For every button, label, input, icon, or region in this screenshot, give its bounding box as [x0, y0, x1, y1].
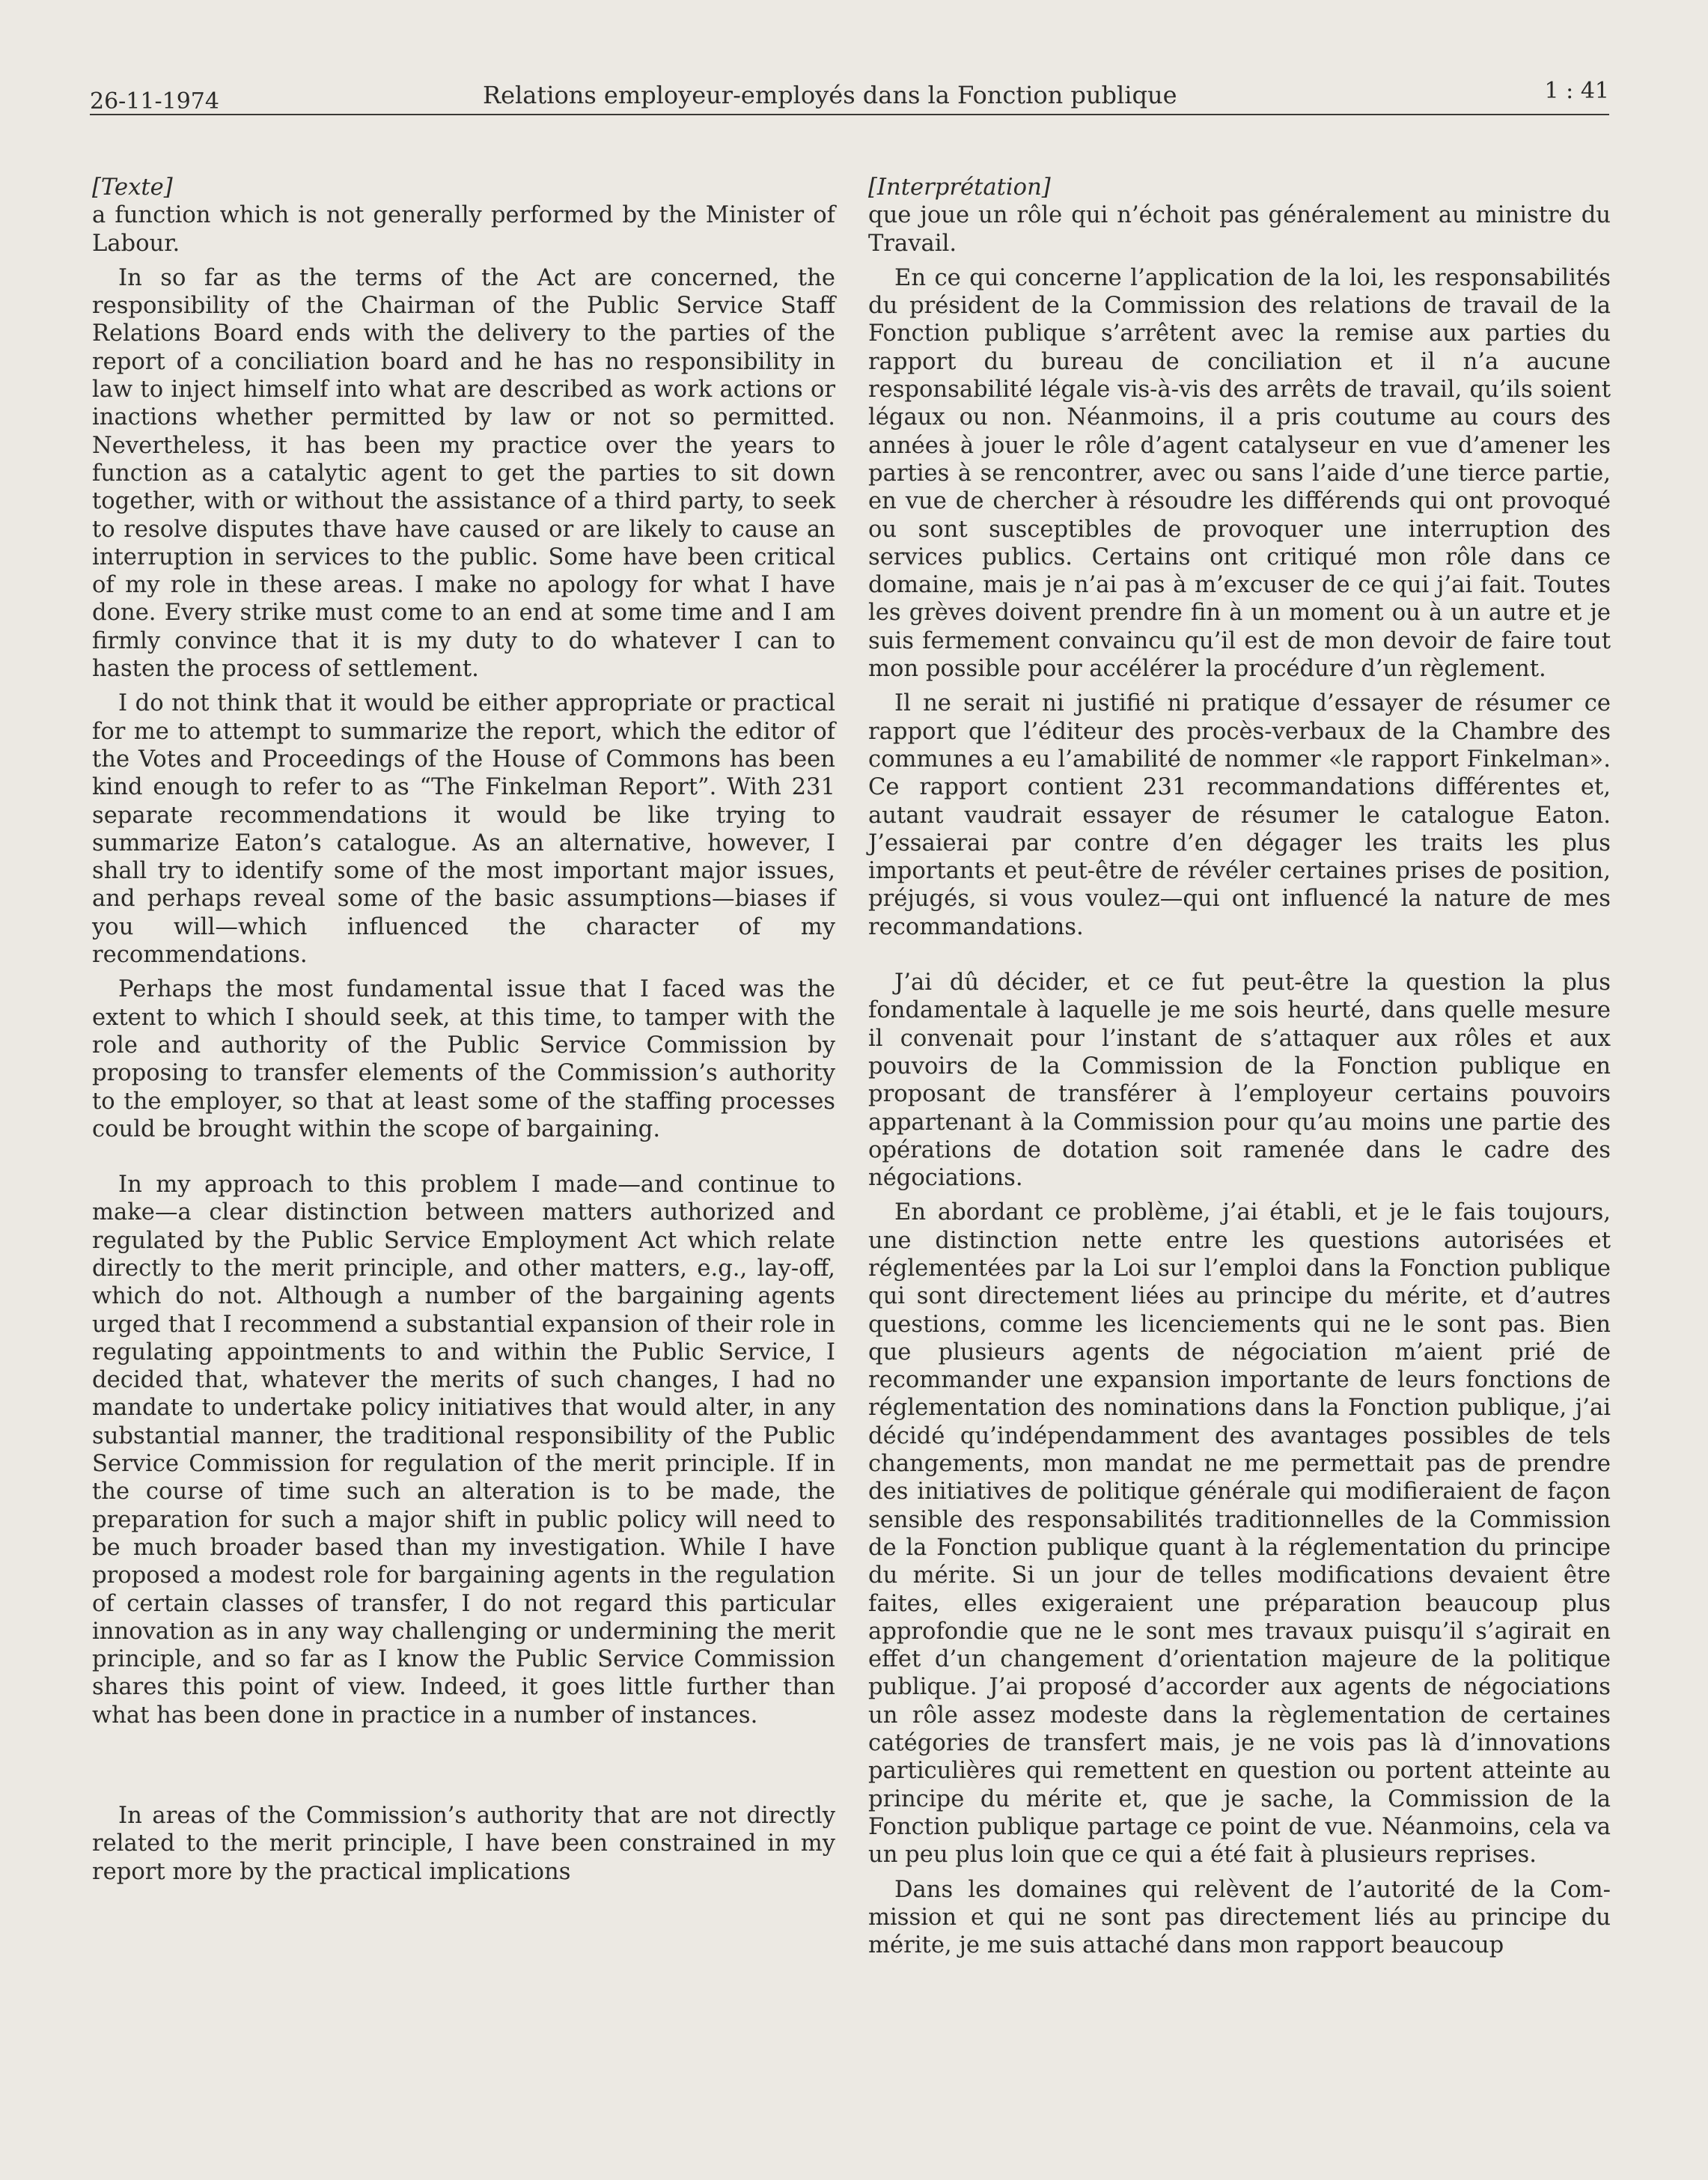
page-number: 1 : 41 [1544, 78, 1609, 104]
paragraph: Dans les domaines qui relèvent de l’autorité de la Commission et qui ne sont pas directement liés au principe du mérite, je me suis attaché dans mon rapport beaucoup [868, 1876, 1611, 1959]
french-column [868, 174, 1611, 1959]
paragraph: I do not think that it would be either appropriate or practical for me to attempt to summarize the report, which the editor of the Votes and Proceedings of the House of Commons has been kind enough to refer to as “The Finkelman Report”. With 231 separate recommendations it would be like trying to summarize Eaton’s catalogue. As an alternative, however, I shall try to identify some of the most important major issues, and perhaps reveal some of the basic assumptions—biases if you will—which influenced the character of my recommendations. [92, 690, 835, 969]
english-column [92, 174, 835, 1886]
header-title: Relations employeur-employés dans la Fonction publique [483, 81, 1177, 109]
paragraph: In my approach to this problem I made—and continue to make—a clear distinction between matters authorized and regulated by the Public Service Employment Act which relate directly to the merit principle, and other matters, e.g., lay-off, which do not. Although a number of the bargaining agents urged that I recommend a substantial expansion of their role in regulating appointments to and within the Public Service, I decided that, whatever the merits of such changes, I had no mandate to undertake policy initiatives that would alter, in any substantial manner, the traditional responsibility of the Public Service Commission for regulation of the merit principle. If in the course of time such an alteration is to be made, the preparation for such a major shift in public policy will need to be much broader based than my investigation. While I have proposed a modest role for bargaining agents in the regulation of certain classes of transfer, I do not regard this particular innovation as in any way challenging or undermining the merit principle, and so far as I know the Public Service Commission shares this point of view. Indeed, it goes little further than what has been done in practice in a number of instances. [92, 1172, 835, 1729]
paragraph: En ce qui concerne l’application de la loi, les responsabilités du président de la Commission des relations de travail de la Fonction publique s’arrêtent avec la remise aux parties du rapport du bureau de conciliation et il n’a aucune responsabilité légale vis-à-vis des arrêts de travail, qu’ils soient légaux ou non. Néanmoins, il a pris coutume au cours des années à jouer le rôle d’agent catalyseur en vue d’amener les parties à se rencontrer, avec ou sans l’aide d’une tierce partie, en vue de chercher à résoudre les différends qui ont provoqué ou sont susceptibles de provoquer une interruption des services publics. Certains ont critiqué mon rôle dans ce domaine, mais je n’ai pas à m’excuser de ce qui j’ai fait. Toutes les grèves doivent prendre fin à un moment ou à un autre et je suis fermement convaincu qu’il est de mon devoir de faire tout mon possible pour accélérer la procédure d’un règlement. [868, 264, 1611, 683]
paragraph: Perhaps the most fundamental issue that I faced was the extent to which I should seek, at this time, to tamper with the role and authority of the Public Service Commission by proposing to transfer elements of the Commission’s authority to the employer, so that at least some of the staffing processes could be brought within the scope of bargaining. [92, 976, 835, 1142]
paragraph: J’ai dû décider, et ce fut peut-être la question la plus fondamentale à laquelle je me sois heurté, dans quelle mesure il convenait pour l’instant de s’attaquer aux rôles et aux pouvoirs de la Commission de la Fonction publique en proposant de transférer à l’employeur certains pouvoirs appartenant à la Commission pour qu’au moins une partie des opérations de dotation soit ramenée dans le cadre des négociations. [868, 969, 1611, 1192]
column-label-interpretation: [Interprétation] [868, 174, 1051, 201]
paragraph: Il ne serait ni justifié ni pratique d’essayer de résumer ce rapport que l’éditeur des procès-verbaux de la Chambre des communes a eu l’amabilité de nommer «le rapport Finkelman». Ce rapport contient 231 recommandations différentes et, autant vaudrait essayer de résumer le catalogue Eaton. J’essaierai par contre d’en dégager les traits les plus importants et peut-être de révéler certaines prises de position, préjugés, si vous voulez—qui ont influencé la nature de mes recommandations. [868, 690, 1611, 940]
column-label-texte: [Texte] [92, 174, 173, 201]
running-header [90, 75, 1609, 115]
paragraph: In areas of the Commission’s authority that are not directly related to the merit principle, I have been constrained in my report more by the practical implications [92, 1803, 835, 1885]
paragraph: que joue un rôle qui n’échoit pas généralement au ministre du Travail. [868, 202, 1611, 257]
paragraph: In so far as the terms of the Act are concerned, the responsibility of the Chairman of the Public Service Staff Relations Board ends with the delivery to the parties of the report of a conciliation board and he has no responsibility in law to inject himself into what are described as work actions or inactions whether permitted by law or not so permitted. Nevertheless, it has been my practice over the years to function as a catalytic agent to get the parties to sit down together, with or without the assistance of a third party, to seek to resolve disputes thave have caused or are likely to cause an interruption in services to the public. Some have been critical of my role in these areas. I make no apology for what I have done. Every strike must come to an end at some time and I am firmly convince that it is my duty to do whatever I can to hasten the process of settlement. [92, 264, 835, 683]
paragraph: a function which is not generally performed by the Minister of Labour. [92, 202, 835, 257]
header-date: 26-11-1974 [90, 88, 219, 115]
paragraph: En abordant ce problème, j’ai établi, et je le fais toujours, une distinction nette entre les questions autorisées et réglementées par la Loi sur l’emploi dans la Fonction publique qui sont directement liées au principe du mérite, et d’autres questions, comme les licenciements qui ne le sont pas. Bien que plusieurs agents de négociation m’aient prié de recommander une expansion importante de leurs fonctions de réglementation des nominations dans la Fonction publique, j’ai décidé qu’indépendamment des avantages possibles de tels changements, mon mandat ne me permettait pas de prendre des initiatives de politique générale qui modifieraient de façon sensible des responsabilités traditionnelles de la Commission de la Fonction publique quant à la réglementation du principe du mérite. Si un jour de telles modifications devaient être faites, elles exigeraient une préparation beaucoup plus approfondie que ne le sont mes travaux puisqu’il s’agirait en effet d’un changement d’orientation majeure de la politique publique. J’ai proposé d’accorder aux agents de négociations un rôle assez modeste dans la règlementation de certaines catégories de transfert mais, je ne vois pas là d’innovations particulières qui remettent en question ou portent atteinte au principe du mérite et, que je sache, la Commission de la Fonction publique partage ce point de vue. Néanmoins, cela va un peu plus loin que ce qui a été fait à plusieurs reprises. [868, 1199, 1611, 1869]
